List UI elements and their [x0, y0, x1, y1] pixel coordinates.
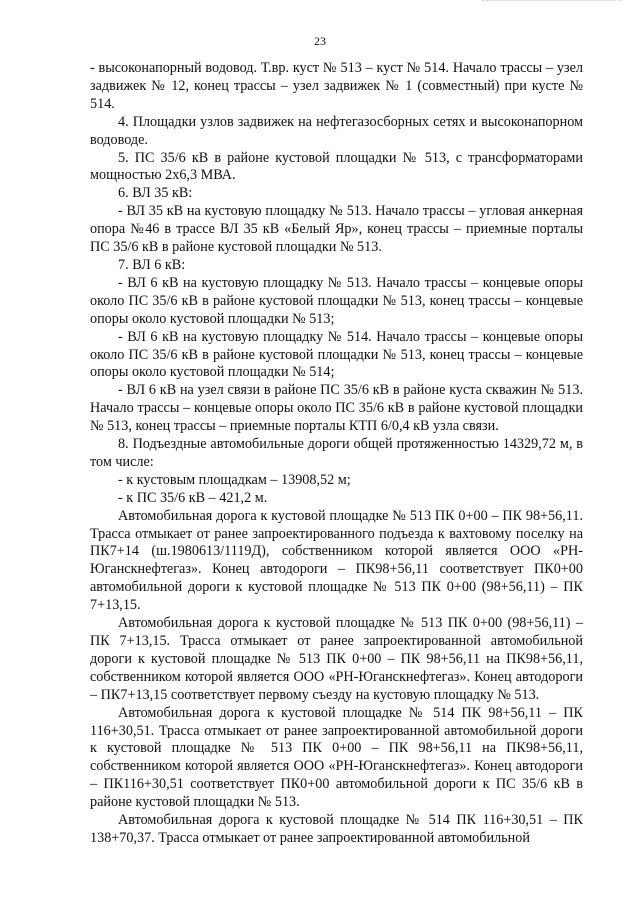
paragraph-13: Автомобильная дорога к кустовой площадке № 513 ПК 0+00 – ПК 98+56,11. Трасса отмыкает от ранее запроектированного подъезда к вахтовому поселку на ПК7+14 (ш.1980613/1119Д), собственником которой является ООО «РН-Юганскнефтегаз». Конец автодороги – ПК98+56,11 соответствует ПК0+00 автомобильной дороги к кустовой площадке № 513 ПК 0+00 (98+56,11) – ПК 7+13,15. [90, 507, 583, 614]
paragraph-6: 7. ВЛ 6 кВ: [118, 256, 186, 273]
paragraph-1: - высоконапорный водовод. Т.вр. куст № 513 – куст № 514. Начало трассы – узел задвижек № 12, конец трассы – узел задвижек № 1 (совместный) при кусте № 514. [90, 60, 583, 112]
page-number: 23 [314, 34, 326, 48]
paragraph-9: - ВЛ 6 кВ на узел связи в районе ПС 35/6 кВ в районе куста скважин № 513. Начало трассы – концевые опоры около ПС 35/6 кВ в районе кустовой площадки № 513, конец трассы – приемные порталы КТП 6/0,4 кВ узла связи. [90, 382, 583, 435]
paragraph-10: 8. Подъездные автомобильные дороги общей протяженностью 14329,72 м, в том числе: [90, 436, 583, 470]
paragraph-5: - ВЛ 35 кВ на кустовую площадку № 513. Начало трассы – угловая анкерная опора №46 в трассе ВЛ 35 кВ «Белый Яр», конец трассы – приемные порталы ПС 35/6 кВ в районе кустовой площадки № 513. [90, 203, 583, 256]
paragraph-4: 6. ВЛ 35 кВ: [118, 185, 193, 202]
paragraph-11: - к кустовым площадкам – 13908,52 м; [118, 471, 351, 488]
paragraph-15: Автомобильная дорога к кустовой площадке № 514 ПК 98+56,11 – ПК 116+30,51. Трасса отмыкает от ранее запроектированной автомобильной дороги к кустовой площадке № 513 ПК 0+00 – ПК 98+56,11 на ПК98+56,11, собственником которой является ООО «РН-Юганскнефтегаз». Конец автодороги – ПК116+30,51 соответствует ПК0+00 автомобильной дороги к ПС 35/6 кВ в районе кустовой площадки № 513. [90, 704, 583, 811]
paragraph-2: 4. Площадки узлов задвижек на нефтегазосборных сетях и высоконапорном водоводе. [90, 113, 583, 148]
paragraph-12: - к ПС 35/6 кВ – 421,2 м. [118, 489, 268, 506]
scan-artifact [482, 0, 622, 7]
paragraph-16: Автомобильная дорога к кустовой площадке № 514 ПК 116+30,51 – ПК 138+70,37. Трасса отмыкает от ранее запроектированной автомобильной [90, 812, 583, 846]
paragraph-14: Автомобильная дорога к кустовой площадке № 513 ПК 0+00 (98+56,11) – ПК 7+13,15. Трасса отмыкает от ранее запроектированной автомобильной дороги к кустовой площадке № 513 ПК 0+00 – ПК 98+56,11 на ПК98+56,11, собственником которой является ООО «РН-Юганскнефтегаз». Конец автодороги – ПК7+13,15 соответствует первому съезду на кустовую площадку № 513. [90, 615, 583, 703]
document-body [90, 60, 583, 848]
paragraph-3: 5. ПС 35/6 кВ в районе кустовой площадки № 513, с трансформаторами мощностью 2х6,3 МВА. [90, 149, 583, 184]
paragraph-8: - ВЛ 6 кВ на кустовую площадку № 514. Начало трассы – концевые опоры около ПС 35/6 кВ в районе кустовой площадки № 513, конец трассы – концевые опоры около кустовой площадки № 514; [90, 328, 583, 381]
paragraph-7: - ВЛ 6 кВ на кустовую площадку № 513. Начало трассы – концевые опоры около ПС 35/6 кВ в районе кустовой площадки № 513, конец трассы – концевые опоры около кустовой площадки № 513; [90, 274, 583, 327]
